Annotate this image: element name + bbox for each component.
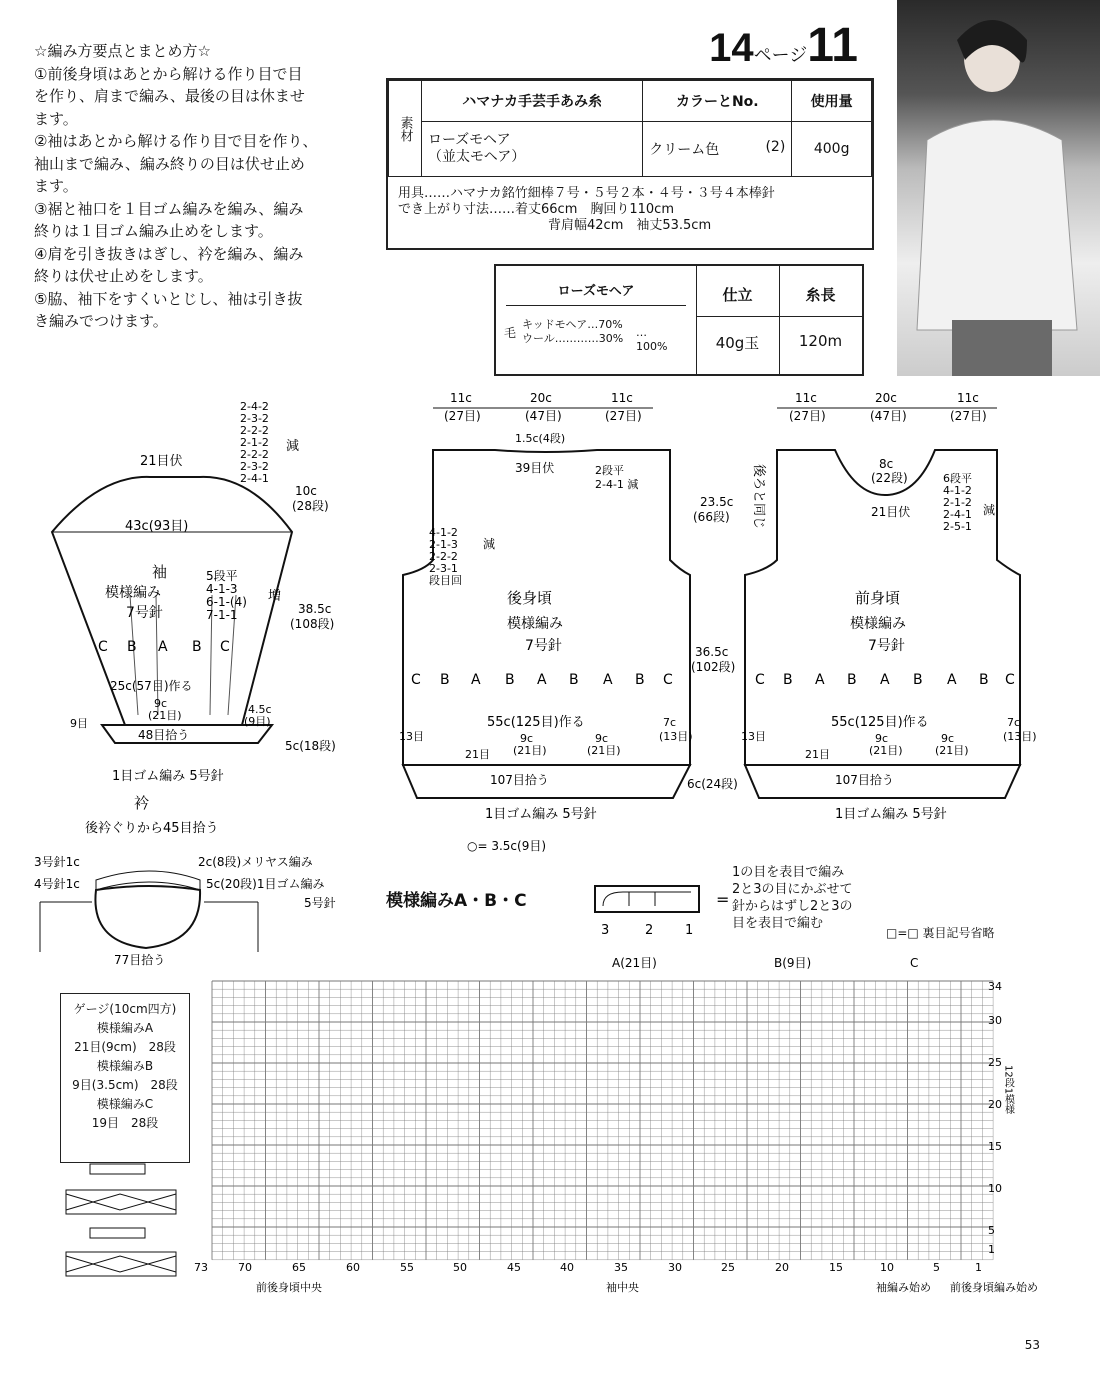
sleeve-side-s: (9目) (244, 715, 271, 728)
chart-x-tick: 55 (400, 1261, 414, 1274)
front-edge: 13目 (741, 730, 766, 743)
sleeve-top: 21目伏 (140, 454, 183, 469)
yarn-color: クリーム色 (649, 142, 720, 158)
instruction-line: を作り、肩まで編み、最後の目は休ませ (34, 87, 305, 105)
back-side-s: (13目) (659, 730, 693, 743)
collar-l2: 4号針1c (34, 877, 80, 891)
cable-desc-line: 1の目を表目で編み (732, 865, 845, 880)
sleeve-dec-1: 2-3-2 (240, 412, 269, 425)
size-line: でき上がり寸法……着丈66cm 胸回り110cm (398, 202, 674, 217)
materials-col-color: カラーとNo. (643, 81, 792, 122)
back-body-h: 36.5c (695, 645, 729, 659)
chart-label-sleeve-start: 袖編み始め (876, 1281, 931, 1294)
chart-x-tick: 30 (668, 1261, 682, 1274)
chart-y-tick: 25 (988, 1056, 1002, 1069)
sleeve-col: B (127, 639, 137, 655)
page-ref-suffix: ページ (753, 45, 808, 65)
model-photo (897, 0, 1100, 376)
back-col: B (635, 672, 645, 688)
front-neck-dec-0: 6段平 (943, 472, 972, 485)
back-neck: 1.5c(4段) (515, 432, 566, 445)
back-pattern: 模様編み (507, 616, 563, 632)
chart-repeat: 12段1模様 (1002, 1065, 1014, 1115)
sleeve-left: 9目 (70, 717, 88, 730)
chart-x-tick: 15 (829, 1261, 843, 1274)
instructions-title: ☆編み方要点とまとめ方☆ (34, 42, 211, 60)
back-needle: 7号針 (525, 638, 562, 654)
chart-x-tick: 10 (880, 1261, 894, 1274)
equals-sign: = (716, 890, 730, 909)
back-title: 後身頃 (507, 589, 553, 607)
instruction-line: ⑤脇、袖下をすくいとじし、袖は引き抜 (34, 289, 303, 308)
page-number: 53 (1024, 1338, 1040, 1352)
yarn-name: ローズモヘア (428, 132, 511, 148)
purl-note: □=□ 裏目記号省略 (886, 926, 995, 940)
instruction-line: き編みでつけます。 (34, 312, 168, 330)
gauge-c: 模様編みC (96, 1097, 154, 1111)
chart-y-tick: 10 (988, 1182, 1002, 1195)
sleeve-col: B (192, 639, 202, 655)
instruction-line: ③裾と袖口を１目ゴム編みを編み、編み (34, 199, 304, 218)
chart-label-body-start: 前後身頃編み始め (950, 1281, 1038, 1294)
gauge-box (60, 993, 190, 1163)
sleeve-cap-height: 10c (295, 484, 317, 498)
front-col: B (783, 672, 793, 688)
back-armhole-dec: 減 (483, 537, 496, 551)
collar-r3: 5号針 (304, 896, 336, 910)
gauge-c-value: 19目 28段 (91, 1116, 159, 1130)
chart-x-tick: 70 (238, 1261, 252, 1274)
back-m3: 9c (595, 732, 609, 745)
front-m3s: (21目) (935, 744, 969, 757)
back-col: C (411, 672, 421, 688)
chart-x-tick: 45 (507, 1261, 521, 1274)
sleeve-length: 38.5c (298, 602, 332, 616)
model-silhouette (897, 0, 1100, 376)
front-col: A (947, 672, 957, 688)
chart-x-tick: 50 (453, 1261, 467, 1274)
instruction-line: ます。 (34, 177, 78, 195)
back-mid1: 21目 (465, 748, 490, 761)
back-armhole-1: 2-1-3 (429, 538, 458, 551)
back-body-r: (102段) (691, 660, 736, 674)
sleeve-dec-5: 2-3-2 (240, 460, 269, 473)
page-header (709, 18, 858, 73)
collar-r1: 2c(8段)メリヤス編み (198, 855, 313, 869)
sleeve-rib: 1目ゴム編み 5号針 (112, 769, 224, 784)
back-shoulder-2: 2-4-1 減 (595, 478, 639, 491)
chart-x-tick: 65 (292, 1261, 306, 1274)
front-col: A (815, 672, 825, 688)
back-m3s: (21目) (587, 744, 621, 757)
front-col: C (755, 672, 765, 688)
chart-x-tick: 60 (346, 1261, 360, 1274)
pattern-label: 模様編みA・B・C (386, 891, 527, 911)
back-w2s: (47目) (525, 409, 562, 423)
back-cast: 55c(125目)作る (487, 715, 585, 730)
back-armhole-0: 4-1-2 (429, 526, 458, 539)
front-m2s: (21目) (869, 744, 903, 757)
sleeve-col: C (220, 639, 230, 655)
chart-x-tick: 5 (933, 1261, 940, 1274)
front-cast: 55c(125目)作る (831, 715, 929, 730)
back-col: B (440, 672, 450, 688)
materials-side-label: 素材 (389, 81, 422, 177)
cable-desc-line: 2と3の目にかぶせて (732, 882, 853, 897)
sleeve-dec-2: 2-2-2 (240, 424, 269, 437)
yarn-amount: 400g (792, 122, 872, 177)
sleeve-col: A (158, 639, 168, 655)
instruction-line: ます。 (34, 109, 78, 128)
circle-note: ○= 3.5c(9目) (467, 839, 547, 853)
page-ref-number: 14 (709, 26, 754, 70)
front-col: C (1005, 672, 1015, 688)
back-col: B (569, 672, 579, 688)
back-armhole-4: 段目回 (429, 574, 462, 587)
front-neck-r: (22段) (871, 471, 908, 485)
front-col: B (913, 672, 923, 688)
instruction-line: 袖山まで編み、編み終りの目は伏せ止め (34, 154, 305, 173)
back-w1: 11c (450, 391, 472, 405)
front-w1s: (27目) (789, 409, 826, 423)
front-title: 前身頃 (855, 589, 901, 607)
pattern-number: 11 (807, 19, 858, 72)
back-pick: 107目拾う (490, 773, 549, 787)
sleeve-inc-label: 増 (268, 589, 282, 604)
gauge-b-value: 9目(3.5cm) 28段 (72, 1078, 178, 1092)
chart-x-tick: 1 (975, 1261, 982, 1274)
instruction-line: ①前後身頃はあとから解ける作り目で目 (34, 64, 303, 83)
fiber-wool-prefix: 毛 (504, 326, 517, 340)
front-neck-dec-2: 2-1-2 (943, 496, 972, 509)
yarn-unit: 40g玉 (715, 334, 760, 352)
front-w3: 11c (957, 391, 979, 405)
sleeve-cast: 25c(57目)作る (110, 679, 193, 693)
chart-y-tick: 20 (988, 1098, 1002, 1111)
yarn-length: 120m (798, 332, 843, 350)
front-rib: 1目ゴム編み 5号針 (835, 807, 947, 822)
back-w3: 11c (611, 391, 633, 405)
sleeve-pick: 48目拾う (138, 728, 190, 742)
front-neck-off: 21目伏 (871, 505, 911, 519)
back-armhole-3: 2-3-1 (429, 562, 458, 575)
collar-l1: 3号針1c (34, 855, 80, 869)
sleeve-dec-6: 2-4-1 (240, 472, 269, 485)
collar-r2: 5c(20段)1目ゴム編み (206, 877, 325, 891)
chart-section-c: C (910, 956, 919, 970)
cable-desc (732, 864, 853, 932)
back-diagram (395, 390, 740, 860)
collar-pick: 77目拾う (114, 953, 166, 967)
yarn-color-no: (2) (765, 139, 786, 155)
sleeve-col: C (98, 639, 108, 655)
back-armhole-h: 23.5c (700, 495, 734, 509)
materials-col-yarn: ハマナカ手芸手あみ糸 (422, 81, 643, 122)
back-w2: 20c (530, 391, 552, 405)
sleeve-bottom-s: (21目) (148, 709, 182, 722)
collar-sub: 後衿ぐりから45目拾う (85, 821, 219, 836)
back-rib: 1目ゴム編み 5号針 (485, 807, 597, 822)
front-mid1: 21目 (805, 748, 830, 761)
sleeve-side: 4.5c (248, 703, 272, 716)
chart-x-tick: 25 (721, 1261, 735, 1274)
yarn-spec-box (494, 264, 864, 376)
cable-num: 1 (685, 923, 694, 938)
cable-symbol (593, 884, 713, 940)
cable-illustrations (60, 1160, 180, 1280)
back-col: B (505, 672, 515, 688)
chart-section-a: A(21目) (612, 956, 657, 970)
sleeve-dec-label: 減 (286, 439, 300, 454)
front-neck-dec-1: 4-1-2 (943, 484, 972, 497)
back-armhole-r: (66段) (693, 510, 730, 524)
collar-title: 衿 (134, 794, 150, 812)
size-line-2: 背肩幅42cm 袖丈53.5cm (548, 218, 712, 233)
cable-desc-line: 針からはずし2と3の (732, 899, 853, 914)
chart-x-tick: 35 (614, 1261, 628, 1274)
front-m3: 9c (941, 732, 955, 745)
cable-num: 2 (645, 923, 654, 938)
chart-y-tick: 15 (988, 1140, 1002, 1153)
back-neck-off: 39目伏 (515, 461, 555, 475)
back-m2: 9c (520, 732, 534, 745)
front-needle: 7号針 (868, 638, 905, 654)
sleeve-inc-3: 7-1-1 (206, 608, 238, 622)
front-col: B (979, 672, 989, 688)
back-w3s: (27目) (605, 409, 642, 423)
front-pick: 107目拾う (835, 773, 894, 787)
front-neck: 8c (879, 457, 894, 471)
chart-label-center-back: 前後身頃中央 (256, 1281, 322, 1294)
chart-section-b: B(9目) (774, 956, 812, 970)
yarn-spec-name: ローズモヘア (506, 280, 686, 306)
fiber-total: …100% (636, 326, 668, 353)
back-col: A (471, 672, 481, 688)
sleeve-diagram (30, 395, 380, 835)
front-side: 7c (1007, 716, 1021, 729)
sleeve-bottom-c: 9c (154, 697, 168, 710)
front-col: A (880, 672, 890, 688)
materials-box (386, 78, 874, 250)
front-m2: 9c (875, 732, 889, 745)
knitting-chart (194, 945, 1038, 1305)
cable-num: 3 (601, 923, 610, 938)
back-side: 7c (663, 716, 677, 729)
back-armhole-2: 2-2-2 (429, 550, 458, 563)
back-shoulder-1: 2段平 (595, 464, 624, 477)
chart-x-tick: 73 (194, 1261, 208, 1274)
sleeve-inc-2: 6-1-(4) (206, 595, 247, 609)
back-col: A (537, 672, 547, 688)
fiber-2: ウール…………30% (522, 332, 624, 345)
front-w3s: (27目) (950, 409, 987, 423)
front-w2: 20c (875, 391, 897, 405)
front-w1: 11c (795, 391, 817, 405)
front-col: B (847, 672, 857, 688)
sleeve-needle: 7号針 (126, 605, 163, 621)
front-neck-dec-label: 減 (983, 503, 996, 517)
front-neck-dec-3: 2-4-1 (943, 508, 972, 521)
gauge-b: 模様編みB (96, 1059, 154, 1073)
chart-label-sleeve-center: 袖中央 (606, 1281, 639, 1294)
instruction-line: 終りは伏せ止めをします。 (34, 267, 213, 285)
instruction-line: 終りは１目ゴム編み止めをします。 (34, 222, 273, 240)
sleeve-width: 43c(93目) (125, 519, 189, 534)
front-same-label: 後ろと同じ (751, 464, 766, 530)
fiber-1: キッドモヘア…70% (522, 318, 623, 331)
back-col: C (663, 672, 673, 688)
chart-x-tick: 40 (560, 1261, 574, 1274)
back-rib-h: 6c(24段) (687, 777, 738, 791)
sleeve-dec-4: 2-2-2 (240, 448, 269, 461)
sleeve-inc-1: 4-1-3 (206, 582, 238, 596)
back-m2s: (21目) (513, 744, 547, 757)
instruction-line: ②袖はあとから解ける作り目で目を作り、 (34, 132, 318, 150)
gauge-title: ゲージ(10cm四方) (73, 1002, 177, 1016)
sleeve-cuff: 5c(18段) (285, 739, 336, 753)
front-pattern: 模様編み (850, 616, 906, 632)
sleeve-dec-0: 2-4-2 (240, 400, 269, 413)
back-w1s: (27目) (444, 409, 481, 423)
back-edge: 13目 (399, 730, 424, 743)
sleeve-title: 袖 (152, 563, 168, 581)
gauge-a: 模様編みA (96, 1021, 154, 1035)
instruction-line: ④肩を引き抜きはぎし、衿を編み、編み (34, 244, 304, 263)
chart-y-tick: 34 (988, 980, 1002, 993)
chart-grid (212, 981, 993, 1260)
sleeve-inc-0: 5段平 (206, 569, 238, 583)
yarn-length-header: 糸長 (805, 286, 836, 304)
chart-x-tick: 20 (775, 1261, 789, 1274)
front-side-s: (13目) (1003, 730, 1037, 743)
sleeve-length-rows: (108段) (290, 617, 335, 631)
yarn-sub: （並太モヘア） (428, 149, 526, 165)
front-w2s: (47目) (870, 409, 907, 423)
sleeve-cap-rows: (28段) (292, 499, 329, 513)
instructions (34, 40, 364, 333)
chart-y-tick: 1 (988, 1243, 995, 1256)
chart-y-tick: 30 (988, 1014, 1002, 1027)
cable-desc-line: 目を表目で編む (732, 916, 824, 931)
front-neck-dec-4: 2-5-1 (943, 520, 972, 533)
chart-y-tick: 5 (988, 1224, 995, 1237)
yarn-unit-header: 仕立 (722, 286, 753, 304)
sleeve-dec-3: 2-1-2 (240, 436, 269, 449)
front-diagram (735, 390, 1065, 830)
back-col: A (603, 672, 613, 688)
tools-line: 用具……ハマナカ銘竹細棒７号・５号２本・４号・３号４本棒針 (398, 186, 775, 201)
materials-col-amount: 使用量 (792, 81, 872, 122)
gauge-a-value: 21目(9cm) 28段 (74, 1040, 176, 1054)
sleeve-pattern: 模様編み (105, 585, 161, 601)
